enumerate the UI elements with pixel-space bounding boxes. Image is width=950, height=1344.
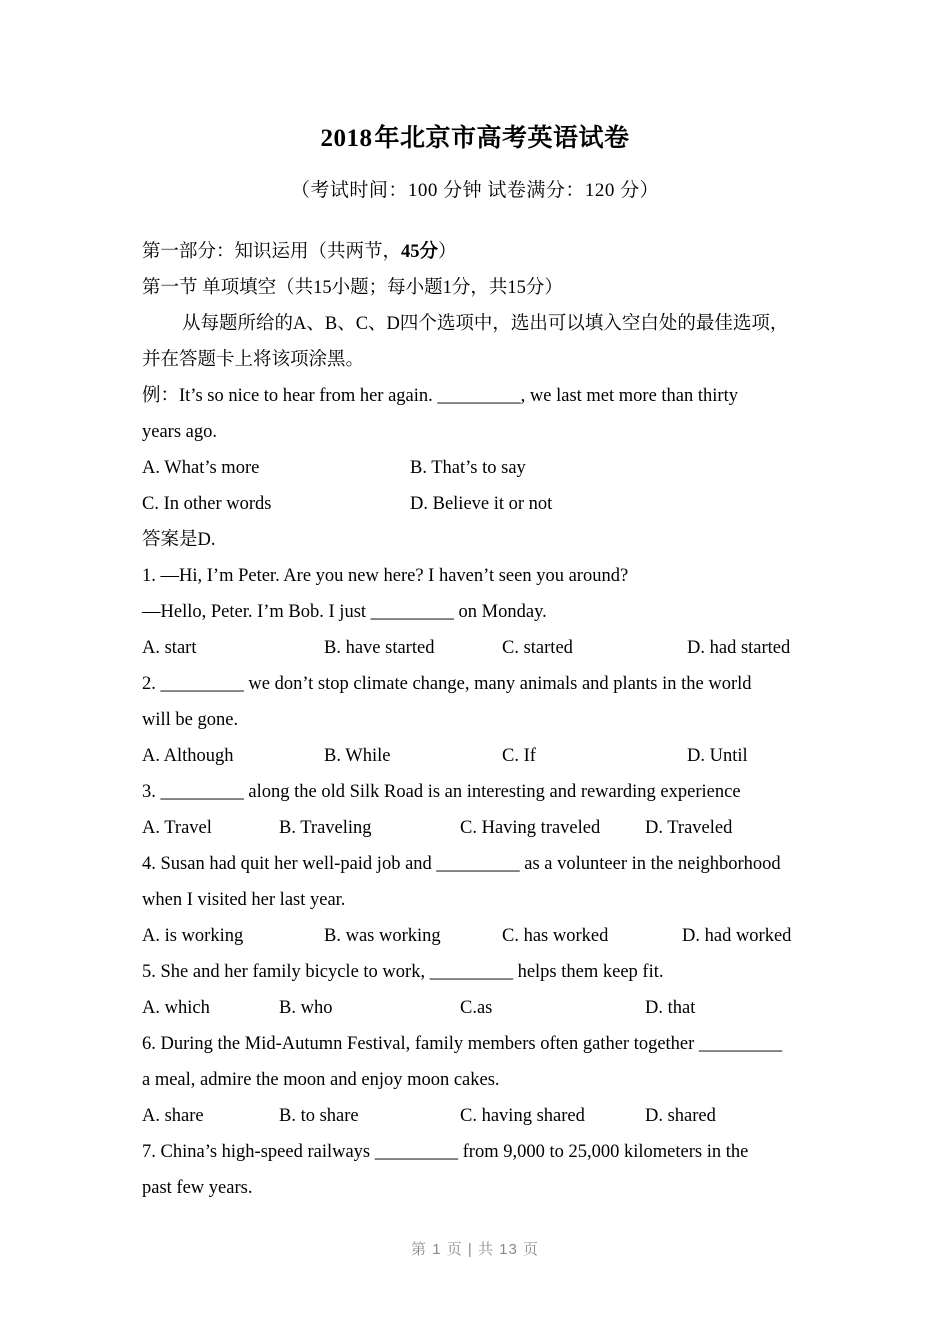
option-choice[interactable]: B. to share — [279, 1105, 359, 1126]
option-choice[interactable]: B. While — [324, 745, 391, 766]
title-text: 年北京市高考英语试卷 — [374, 125, 630, 152]
option-choice[interactable]: C. started — [502, 637, 573, 658]
section-heading: 第一节 单项填空（共15小题；每小题1分，共15分） — [142, 277, 563, 298]
question-stem: 1. —Hi, I’m Peter. Are you new here? I haven’t seen you around? — [142, 565, 629, 586]
option-choice[interactable]: A. Although — [142, 745, 234, 766]
example-options-row-1 — [142, 450, 808, 486]
option-choice[interactable]: D. Believe it or not — [410, 493, 553, 514]
option-choice[interactable]: B. That’s to say — [410, 457, 526, 478]
question-stem: will be gone. — [142, 709, 239, 730]
question-options-row — [142, 810, 808, 846]
option-choice[interactable]: A. start — [142, 637, 197, 658]
question-stem: past few years. — [142, 1177, 253, 1198]
question-stem: 4. Susan had quit her well-paid job and _________ as a volunteer in the neighborhood — [142, 853, 781, 874]
example-stem-line-1: 例：It’s so nice to hear from her again. _________, we last met more than thirty — [142, 385, 738, 406]
option-choice[interactable]: B. who — [279, 997, 333, 1018]
question-stem: 5. She and her family bicycle to work, _________ helps them keep fit. — [142, 961, 664, 982]
option-choice[interactable]: B. was working — [324, 925, 441, 946]
question-stem: —Hello, Peter. I’m Bob. I just _________ on Monday. — [142, 601, 547, 622]
option-choice[interactable]: C. Having traveled — [460, 817, 601, 838]
question-options-row — [142, 738, 808, 774]
page-footer: 第 1 页 | 共 13 页 — [411, 1241, 539, 1258]
document-body — [142, 204, 808, 1206]
option-choice[interactable]: C. If — [502, 745, 536, 766]
option-choice[interactable]: D. had started — [687, 637, 791, 658]
option-choice[interactable]: A. is working — [142, 925, 244, 946]
example-options-row-2 — [142, 486, 808, 522]
question-stem: a meal, admire the moon and enjoy moon cakes. — [142, 1069, 500, 1090]
option-choice[interactable]: A. which — [142, 997, 210, 1018]
option-choice[interactable]: C. In other words — [142, 493, 272, 514]
page-title — [142, 0, 808, 154]
option-choice[interactable]: D. Traveled — [645, 817, 733, 838]
option-choice[interactable]: A. What’s more — [142, 457, 260, 478]
question-stem: 2. _________ we don’t stop climate change, many animals and plants in the world — [142, 673, 752, 694]
option-choice[interactable]: D. that — [645, 997, 696, 1018]
option-choice[interactable]: D. Until — [687, 745, 748, 766]
question-options-row — [142, 990, 808, 1026]
option-choice[interactable]: B. have started — [324, 637, 435, 658]
example-stem-line-2: years ago. — [142, 421, 217, 442]
question-stem: 7. China’s high-speed railways _________ from 9,000 to 25,000 kilometers in the — [142, 1141, 749, 1162]
option-choice[interactable]: C. having shared — [460, 1105, 585, 1126]
question-stem: 6. During the Mid-Autumn Festival, family members often gather together _________ — [142, 1033, 783, 1054]
example-answer: 答案是D. — [142, 529, 216, 550]
exam-info-line: （考试时间：100 分钟 试卷满分：120 分） — [290, 180, 660, 202]
instruction-line-1: 从每题所给的A、B、C、D四个选项中，选出可以填入空白处的最佳选项， — [182, 313, 789, 334]
option-choice[interactable]: B. Traveling — [279, 817, 372, 838]
question-options-row — [142, 1098, 808, 1134]
option-choice[interactable]: C.as — [460, 997, 493, 1018]
option-choice[interactable]: A. share — [142, 1105, 204, 1126]
option-choice[interactable]: C. has worked — [502, 925, 609, 946]
question-stem: 3. _________ along the old Silk Road is an interesting and rewarding experience — [142, 781, 741, 802]
option-choice[interactable]: D. had worked — [682, 925, 792, 946]
part-score-value: 45分 — [401, 241, 439, 262]
part-heading: 第一部分：知识运用（共两节，45分） — [142, 241, 457, 262]
question-options-row — [142, 918, 808, 954]
title-year: 2018 — [320, 125, 373, 152]
option-choice[interactable]: A. Travel — [142, 817, 212, 838]
instruction-line-2: 并在答题卡上将该项涂黑。 — [142, 349, 365, 370]
question-stem: when I visited her last year. — [142, 889, 346, 910]
question-options-row — [142, 630, 808, 666]
option-choice[interactable]: D. shared — [645, 1105, 716, 1126]
